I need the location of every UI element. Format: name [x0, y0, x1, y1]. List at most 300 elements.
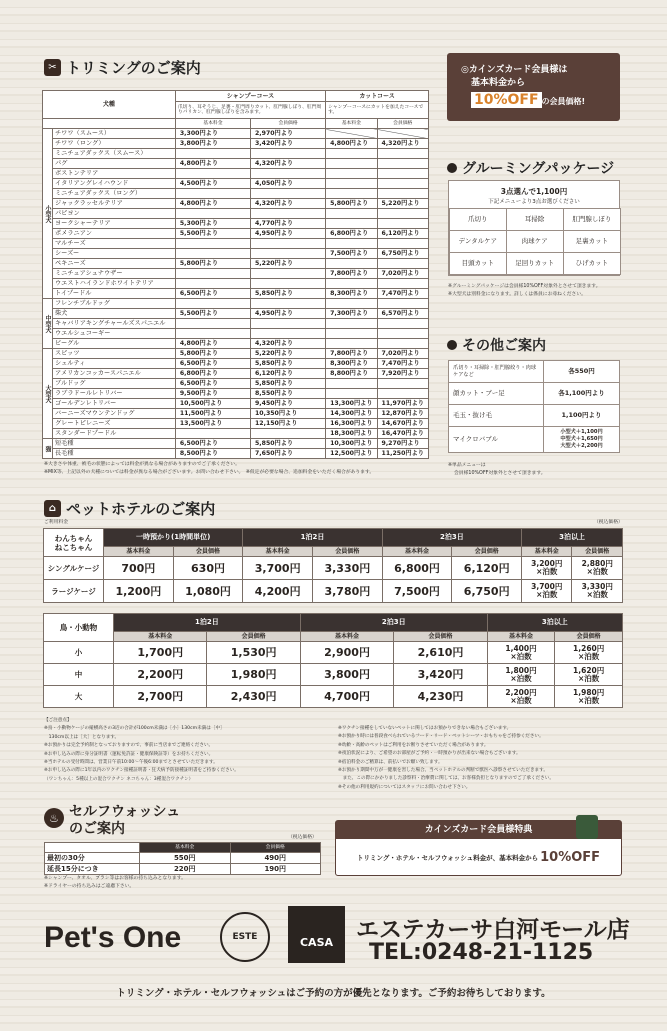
- breed-row: [43, 269, 429, 279]
- wash-title-line2: のご案内: [69, 821, 125, 837]
- price-cell: 5,220円より: [250, 349, 325, 359]
- size-group-label: 大型犬: [43, 349, 53, 439]
- package-item: 目頭カット: [450, 253, 507, 275]
- breed-name: マルチーズ: [53, 239, 176, 249]
- breed-name: スピッツ: [53, 349, 176, 359]
- breed-row: [43, 449, 429, 459]
- hotel-base-header: 基本料金: [243, 547, 313, 557]
- price-cell: [175, 299, 250, 309]
- breed-row: [43, 149, 429, 159]
- price-cell: 4,800円より: [175, 339, 250, 349]
- hotel-price: 2,200円: [114, 664, 207, 686]
- hotel-price: 4,700円: [300, 686, 393, 708]
- price-cell: [175, 209, 250, 219]
- price-cell: [250, 169, 325, 179]
- small-animal-hotel: [43, 613, 623, 708]
- price-cell: 14,300円より: [326, 409, 377, 419]
- price-cell: [250, 209, 325, 219]
- price-cell: [377, 339, 428, 349]
- breed-row: [43, 389, 429, 399]
- price-cell: 14,670円より: [377, 419, 428, 429]
- breed-row: [43, 199, 429, 209]
- hotel-note: ※幼齢・高齢のペットはご利用をお断りさせていただく場合があります。: [338, 742, 489, 748]
- breed-row: [43, 429, 429, 439]
- price-cell: 10,300円より: [326, 439, 377, 449]
- breed-name: ビーグル: [53, 339, 176, 349]
- breed-name: 柴犬: [53, 309, 176, 319]
- shampoo-member-header: 会員価格: [250, 119, 325, 129]
- hotel-row-label: 大: [44, 686, 114, 708]
- price-cell: 6,500円より: [175, 379, 250, 389]
- hotel-note: ※お申し込みの際に身分証明書（運転免許証・健康保険証等）をお持ちください。: [44, 751, 214, 757]
- breed-row: [43, 369, 429, 379]
- store-name: エステカーサ白河モール店: [356, 917, 630, 943]
- price-cell: 7,800円より: [326, 269, 377, 279]
- bullet-icon: [447, 163, 457, 173]
- breed-name: ミニチュアダックス（ロング）: [53, 189, 176, 199]
- hotel-price: 6,120円: [452, 557, 522, 580]
- price-cell: [250, 429, 325, 439]
- price-cell: 6,500円より: [175, 359, 250, 369]
- hotel-price: 2,900円: [300, 642, 393, 664]
- breed-name: ウエストハイランドホワイトテリア: [53, 279, 176, 289]
- other-item: 爪切り・耳掃除・肛門腺絞り・肉球ケアなど: [449, 361, 544, 383]
- hotel-row-label: シングルケージ: [44, 557, 104, 580]
- breed-row: [43, 319, 429, 329]
- breed-name: ヨークシャーテリア: [53, 219, 176, 229]
- price-cell: 6,500円より: [175, 439, 250, 449]
- cut-member-header: 会員価格: [377, 119, 428, 129]
- price-cell: 8,800円より: [326, 369, 377, 379]
- breed-row: [43, 349, 429, 359]
- hotel-price: 4,230円: [394, 686, 487, 708]
- price-cell: 4,500円より: [175, 179, 250, 189]
- wash-price: 490円: [230, 853, 321, 864]
- hotel-notes-left: [44, 717, 334, 784]
- price-cell: [250, 279, 325, 289]
- hotel-member-header: 会員価格: [313, 547, 383, 557]
- hotel-note: ※鳥・小動物ケージの縦横高さの3辺の合計が100cm未満は［小］130cm未満は［中］: [44, 726, 225, 732]
- price-cell: [326, 329, 377, 339]
- hotel-price: 6,800円: [382, 557, 452, 580]
- price-cell: 4,800円より: [175, 159, 250, 169]
- small-animal-label: 鳥・小動物: [44, 614, 114, 642]
- benefit-title: カインズカード会員様特典: [336, 821, 621, 839]
- trimming-note: ※大きさや体重、被毛の状態によっては料金が異なる場合がありますのでご了承ください。: [44, 462, 240, 467]
- price-cell: [175, 429, 250, 439]
- breed-name: アメリカンコッカースパニエル: [53, 369, 176, 379]
- breed-name: バーニーズマウンテンドッグ: [53, 409, 176, 419]
- hotel-base-header: 基本料金: [382, 547, 452, 557]
- breed-name: ミニチュアシュナウザー: [53, 269, 176, 279]
- house-icon: ⌂: [44, 500, 61, 517]
- price-cell: [377, 299, 428, 309]
- hotel-price: 2,430円: [207, 686, 300, 708]
- price-cell: 7,800円より: [326, 349, 377, 359]
- price-cell: 10,500円より: [175, 399, 250, 409]
- hotel-price: 3,800円: [300, 664, 393, 686]
- price-cell: 12,150円より: [250, 419, 325, 429]
- price-cell: 6,120円より: [377, 229, 428, 239]
- card-member-box: [447, 53, 620, 121]
- hotel-price: 3,420円: [394, 664, 487, 686]
- price-cell: 18,300円より: [326, 429, 377, 439]
- breed-name: ポメラニアン: [53, 229, 176, 239]
- breed-name: 短毛種: [53, 439, 176, 449]
- hotel-base-header: 基本料金: [114, 632, 207, 642]
- small-animal-hotel-table: [43, 613, 623, 708]
- wash-label: 最初の30分: [45, 853, 140, 864]
- wash-title: [44, 804, 180, 838]
- other-price: 各550円: [544, 361, 620, 383]
- dog-cat-label: わんちゃん ねこちゃん: [44, 529, 104, 557]
- other-item: マイクロバブル: [449, 427, 544, 453]
- wash-tax: （税込価格）: [288, 835, 317, 840]
- price-cell: [326, 129, 377, 139]
- small-col-1night: 1泊2日: [114, 614, 301, 632]
- package-item: デンタルケア: [450, 231, 507, 253]
- wash-table-wrap: [44, 842, 321, 875]
- price-cell: [175, 269, 250, 279]
- card-line2: 基本料金から: [471, 78, 526, 88]
- hotel-base-header: 基本料金: [522, 547, 572, 557]
- price-cell: [250, 149, 325, 159]
- price-cell: 6,570円より: [377, 309, 428, 319]
- breed-name: 長毛種: [53, 449, 176, 459]
- hotel-price: 3,200円 ×泊数: [522, 557, 572, 580]
- trimming-notes: [44, 461, 434, 476]
- package-title-text: グルーミングパッケージ: [462, 161, 615, 177]
- wash-member-header: 会員価格: [230, 843, 321, 853]
- price-cell: [326, 299, 377, 309]
- price-cell: [326, 239, 377, 249]
- hotel-member-header: 会員価格: [394, 632, 487, 642]
- other-title-text: その他ご案内: [462, 338, 546, 354]
- other-item: 毛玉・抜け毛: [449, 405, 544, 427]
- hotel-price: 630円: [173, 557, 243, 580]
- breed-row: [43, 329, 429, 339]
- price-cell: 12,500円より: [326, 449, 377, 459]
- price-cell: 16,470円より: [377, 429, 428, 439]
- price-cell: [377, 259, 428, 269]
- price-cell: 5,850円より: [250, 359, 325, 369]
- wash-price: 220円: [140, 864, 231, 875]
- price-cell: [377, 239, 428, 249]
- hotel-price: 1,260円 ×泊数: [555, 642, 623, 664]
- hotel-note: ※お申し込みの際に1年以内のワクチン接種証明書・狂犬病予防接種証明書をご持参ください。: [44, 768, 239, 774]
- package-grid: [449, 208, 621, 275]
- price-cell: [326, 279, 377, 289]
- price-cell: [250, 239, 325, 249]
- hotel-note: ※お預かり期間中万が一健康を害した場合、当ペットホテルの判断で獣医へ診察させていただきます。: [338, 768, 548, 774]
- breed-row: [43, 169, 429, 179]
- small-col-2nights: 2泊3日: [300, 614, 487, 632]
- price-cell: 11,500円より: [175, 409, 250, 419]
- breed-name: シェルティ: [53, 359, 176, 369]
- other-note: 会員様10%OFF対象外とさせて頂きます。: [454, 470, 546, 476]
- price-cell: [175, 279, 250, 289]
- trimming-note: ※MIX等、上記以外の犬種については料金が異なる場合がございます。お問い合わせ下さい。 ※仮定が必要な場合、追加料金をいただく場合があります。: [44, 469, 375, 475]
- price-cell: 7,470円より: [377, 359, 428, 369]
- hotel-price: 1,980円 ×泊数: [555, 686, 623, 708]
- price-cell: 7,020円より: [377, 269, 428, 279]
- hotel-note: ※夜泊状況により、ご希望のお部屋がご予約・一時預かりが出来ない場合もございます。: [338, 751, 521, 757]
- price-cell: 6,500円より: [175, 289, 250, 299]
- dog-cat-hotel: [43, 528, 623, 603]
- hotel-note: ※お預かりは完全予約制となっておりますので、事前に当店までご連絡ください。: [44, 743, 214, 749]
- breed-name: シーズー: [53, 249, 176, 259]
- breed-name: ジャックラッセルテリア: [53, 199, 176, 209]
- hotel-member-header: 会員価格: [173, 547, 243, 557]
- price-cell: 7,920円より: [377, 369, 428, 379]
- price-cell: [377, 149, 428, 159]
- hotel-title: [44, 498, 215, 519]
- price-cell: [175, 319, 250, 329]
- other-title: [447, 335, 546, 355]
- price-cell: [377, 129, 428, 139]
- wash-table: [44, 842, 321, 875]
- card-icon: [576, 815, 598, 839]
- price-cell: 3,420円より: [250, 139, 325, 149]
- price-cell: 5,800円より: [175, 259, 250, 269]
- package-item: 足裏カット: [563, 231, 620, 253]
- hotel-price: 3,330円 ×泊数: [572, 580, 623, 603]
- price-cell: [326, 169, 377, 179]
- price-cell: [377, 189, 428, 199]
- package-item: 肛門腺しぼり: [563, 209, 620, 231]
- price-cell: [250, 299, 325, 309]
- breed-row: [43, 209, 429, 219]
- wash-note: ※シャンプー、タオル、ブラシ等はお客様の持ち込みとなります。: [44, 876, 186, 881]
- price-cell: 11,250円より: [377, 449, 428, 459]
- package-box: [448, 180, 620, 276]
- hotel-row-label: ラージケージ: [44, 580, 104, 603]
- breed-name: フレンチブルドッグ: [53, 299, 176, 309]
- cut-desc: シャンプーコースにカットを加えたコースです。: [326, 102, 429, 119]
- hotel-price: 3,330円: [313, 557, 383, 580]
- breed-name: トイプードル: [53, 289, 176, 299]
- cut-course-header: カットコース: [326, 91, 429, 102]
- price-cell: 3,300円より: [175, 129, 250, 139]
- card-line1: ◎カインズカード会員様は: [461, 65, 568, 75]
- breed-row: [43, 249, 429, 259]
- price-cell: 4,950円より: [250, 309, 325, 319]
- shampoo-desc: 爪切り、耳そうじ、足裏・肛門周りカット、肛門腺しぼり、肛門周りバリカン、肛門腺しぼりを含みます。: [175, 102, 325, 119]
- price-cell: [175, 149, 250, 159]
- breed-name: ゴールデンレトリバー: [53, 399, 176, 409]
- footer-message: トリミング・ホテル・セルフウォッシュはご予約の方が優先となります。ご予約お待ちしております。: [116, 988, 551, 999]
- hotel-note: ※お預かり時には普段食べられているフード・リード・ペットシーツ・おもちゃをご持参ください。: [338, 734, 544, 740]
- price-cell: [326, 379, 377, 389]
- price-cell: 7,300円より: [326, 309, 377, 319]
- breed-row: [43, 339, 429, 349]
- hotel-price: 2,880円 ×泊数: [572, 557, 623, 580]
- hotel-base-header: 基本料金: [487, 632, 555, 642]
- other-box: [448, 360, 620, 453]
- breed-row: [43, 279, 429, 289]
- price-cell: 8,550円より: [250, 389, 325, 399]
- other-notes: [448, 462, 628, 477]
- price-cell: 9,500円より: [175, 389, 250, 399]
- card-line3: の会員価格!: [541, 97, 586, 106]
- package-note: ※大型犬は別料金になります。詳しくは係員にお尋ねください。: [448, 291, 586, 297]
- price-cell: [175, 189, 250, 199]
- price-cell: 13,300円より: [326, 399, 377, 409]
- other-item: 顔カット・ブー足: [449, 383, 544, 405]
- price-cell: 4,950円より: [250, 229, 325, 239]
- price-cell: [326, 259, 377, 269]
- breed-row: [43, 129, 429, 139]
- hotel-note: また、この際にかかりました診察料・治療費に関しては、お客様負担となりますのでご了承ください。: [338, 776, 554, 782]
- price-cell: 5,800円より: [175, 349, 250, 359]
- wash-price: 190円: [230, 864, 321, 875]
- price-cell: 5,220円より: [377, 199, 428, 209]
- price-cell: [175, 169, 250, 179]
- wash-notes: [44, 875, 334, 890]
- breed-name: ラブラドールレトリバー: [53, 389, 176, 399]
- trimming-title-text: トリミングのご案内: [66, 59, 201, 77]
- price-cell: [377, 389, 428, 399]
- hotel-col-1night: 1泊2日: [243, 529, 382, 547]
- price-cell: [326, 319, 377, 329]
- hotel-price: 3,780円: [313, 580, 383, 603]
- price-cell: [175, 239, 250, 249]
- breed-row: [43, 399, 429, 409]
- price-cell: 9,450円より: [250, 399, 325, 409]
- hotel-price: 700円: [104, 557, 174, 580]
- hotel-price: 3,700円: [243, 557, 313, 580]
- hotel-note: ※当ホテルの受付時間は、営業日午前10:00～午後6:00までとさせていただきます。: [44, 760, 218, 766]
- wash-price: 550円: [140, 853, 231, 864]
- hotel-note: ※その他の利用規約についてはスタッフにお問い合わせ下さい。: [338, 784, 471, 790]
- package-title: [447, 158, 614, 178]
- breed-row: [43, 379, 429, 389]
- package-notes: [448, 283, 628, 298]
- hotel-price: 1,700円: [114, 642, 207, 664]
- breed-name: ブルドッグ: [53, 379, 176, 389]
- hotel-notes-title: 【ご注意点】: [44, 718, 72, 723]
- price-cell: [326, 189, 377, 199]
- price-cell: 2,970円より: [250, 129, 325, 139]
- hotel-member-header: 会員価格: [207, 632, 300, 642]
- price-cell: [326, 389, 377, 399]
- hotel-price: 1,400円 ×泊数: [487, 642, 555, 664]
- price-cell: [326, 209, 377, 219]
- este-text: ESTE: [232, 932, 258, 942]
- hotel-price: 1,620円 ×泊数: [555, 664, 623, 686]
- price-cell: 5,500円より: [175, 229, 250, 239]
- petsone-logo: Pet's One: [44, 921, 182, 954]
- other-table: [448, 360, 620, 453]
- breed-name: ミニチュアダックス（スムース）: [53, 149, 176, 159]
- price-cell: [250, 189, 325, 199]
- price-cell: 7,020円より: [377, 349, 428, 359]
- breed-row: [43, 419, 429, 429]
- benefit-pct: 10%OFF: [540, 849, 601, 865]
- breed-row: [43, 359, 429, 369]
- package-item: 肉球ケア: [506, 231, 563, 253]
- price-cell: 3,800円より: [175, 139, 250, 149]
- breed-name: チワワ（スムース）: [53, 129, 176, 139]
- hotel-title-text: ペットホテルのご案内: [66, 500, 216, 518]
- breed-row: [43, 229, 429, 239]
- price-cell: [175, 249, 250, 259]
- wash-label: 延長15分につき: [45, 864, 140, 875]
- hotel-price: 7,500円: [382, 580, 452, 603]
- price-cell: [250, 319, 325, 329]
- price-cell: 12,870円より: [377, 409, 428, 419]
- wash-note: ※ドライヤーの持ち込みはご遠慮下さい。: [44, 883, 135, 889]
- price-cell: 10,350円より: [250, 409, 325, 419]
- price-cell: 9,270円より: [377, 439, 428, 449]
- price-cell: 6,750円より: [377, 249, 428, 259]
- wash-base-header: 基本料金: [140, 843, 231, 853]
- hotel-subtitle: ご利用料金: [44, 520, 68, 525]
- package-head1: 3点選んで1,100円: [500, 187, 568, 196]
- shampoo-course-header: シャンプーコース: [175, 91, 325, 102]
- hotel-note: （ワンちゃん：5種以上の混合ワクチン ネコちゃん：3種混合ワクチン）: [44, 776, 194, 782]
- breed-row: [43, 289, 429, 299]
- hotel-price: 1,080円: [173, 580, 243, 603]
- breed-header: 犬種: [43, 91, 176, 119]
- hotel-base-header: 基本料金: [104, 547, 174, 557]
- breed-name: ボストンテリア: [53, 169, 176, 179]
- price-cell: 6,800円より: [175, 369, 250, 379]
- hotel-note: ※宿泊料金のご精算は、前払いでお願い致します。: [338, 759, 443, 765]
- card-pct: 10%OFF: [471, 92, 542, 108]
- price-cell: 5,850円より: [250, 289, 325, 299]
- price-cell: 8,500円より: [175, 449, 250, 459]
- price-cell: 13,500円より: [175, 419, 250, 429]
- casa-logo: [288, 906, 345, 963]
- size-group-label: 小型犬: [43, 129, 53, 299]
- breed-row: [43, 159, 429, 169]
- price-cell: 4,770円より: [250, 219, 325, 229]
- price-cell: [326, 179, 377, 189]
- price-cell: 8,300円より: [326, 289, 377, 299]
- package-item: 足回りカット: [506, 253, 563, 275]
- hotel-row-label: 中: [44, 664, 114, 686]
- hotel-price: 2,610円: [394, 642, 487, 664]
- hotel-price: 4,200円: [243, 580, 313, 603]
- wash-title-line1: セルフウォッシュ: [69, 804, 181, 820]
- package-item: ひげカット: [563, 253, 620, 275]
- hotel-notes-right: [338, 725, 628, 792]
- price-cell: [250, 249, 325, 259]
- breed-name: スタンダードプードル: [53, 429, 176, 439]
- other-price: 1,100円より: [544, 405, 620, 427]
- scissors-icon: ✂: [44, 59, 61, 76]
- price-cell: 4,320円より: [250, 199, 325, 209]
- price-cell: 5,220円より: [250, 259, 325, 269]
- breed-row: [43, 189, 429, 199]
- price-cell: 7,500円より: [326, 249, 377, 259]
- hotel-price: 2,200円 ×泊数: [487, 686, 555, 708]
- breed-row: [43, 409, 429, 419]
- breed-row: [43, 299, 429, 309]
- breed-row: [43, 439, 429, 449]
- size-group-label: 中型犬: [43, 299, 53, 349]
- breed-name: ウエルシュコーギー: [53, 329, 176, 339]
- breed-row: [43, 219, 429, 229]
- hotel-col-3plus: 3泊以上: [522, 529, 623, 547]
- hotel-col-hourly: 一時預かり(1時間単位): [104, 529, 243, 547]
- trimming-table-wrap: [42, 90, 429, 459]
- price-cell: 4,050円より: [250, 179, 325, 189]
- price-cell: [326, 339, 377, 349]
- package-note: ※グルーミングパッケージは会員様10%OFF対象外とさせて頂きます。: [448, 284, 601, 289]
- price-cell: 11,970円より: [377, 399, 428, 409]
